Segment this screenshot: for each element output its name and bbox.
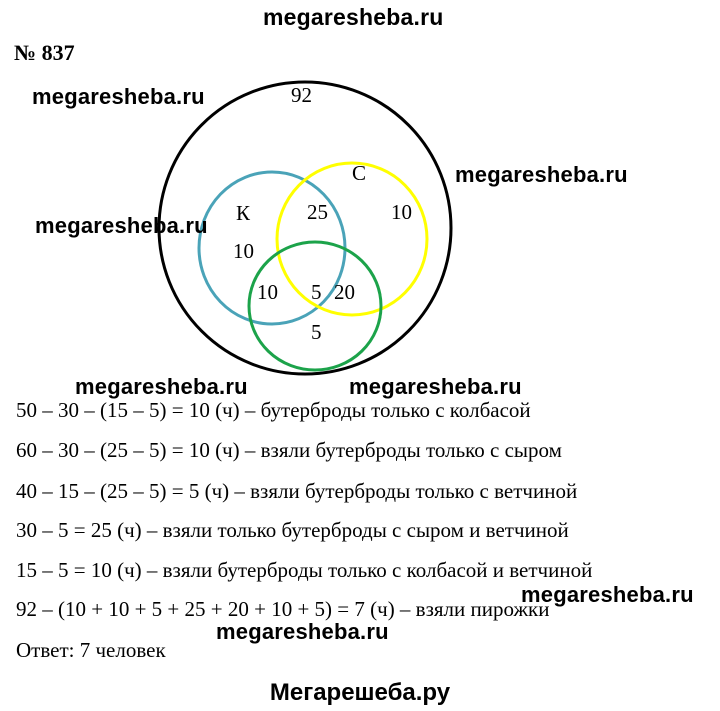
label-c: С: [352, 161, 367, 185]
solution-line: 40 – 15 – (25 – 5) = 5 (ч) – взяли бутерброды только с ветчиной: [16, 479, 578, 503]
watermark: megaresheba.ru: [32, 84, 205, 109]
all-three-count: 5: [311, 280, 322, 304]
outer-count: 92: [291, 83, 312, 107]
watermark: megaresheba.ru: [455, 162, 628, 187]
c-only-count: 10: [391, 200, 412, 224]
header-site-title: megaresheba.ru: [263, 4, 444, 30]
solution-line: 30 – 5 = 25 (ч) – взяли только бутерброды с сыром и ветчиной: [16, 518, 569, 542]
problem-number: № 837: [14, 40, 75, 65]
watermark: megaresheba.ru: [349, 374, 522, 399]
watermark: megaresheba.ru: [75, 374, 248, 399]
h-only-count: 5: [311, 320, 322, 344]
watermark: megaresheba.ru: [216, 619, 389, 644]
answer-line: Ответ: 7 человек: [16, 638, 166, 662]
footer-site-title: Мегарешеба.ру: [269, 679, 451, 706]
k-only-count: 10: [233, 239, 254, 263]
solution-line: 50 – 30 – (15 – 5) = 10 (ч) – бутерброды только с колбасой: [16, 398, 531, 422]
watermark: megaresheba.ru: [521, 582, 694, 607]
watermark: megaresheba.ru: [35, 213, 208, 238]
label-k: К: [236, 201, 251, 225]
solution-line: 92 – (10 + 10 + 5 + 25 + 20 + 10 + 5) = 7 (ч) – взяли пирожки: [16, 597, 550, 621]
solution-line: 15 – 5 = 10 (ч) – взяли бутерброды только с колбасой и ветчиной: [16, 558, 593, 582]
c-and-h-count: 20: [334, 280, 355, 304]
k-and-h-count: 10: [257, 280, 278, 304]
solution-line: 60 – 30 – (25 – 5) = 10 (ч) – взяли бутерброды только с сыром: [16, 438, 562, 462]
k-and-c-count: 25: [307, 200, 328, 224]
